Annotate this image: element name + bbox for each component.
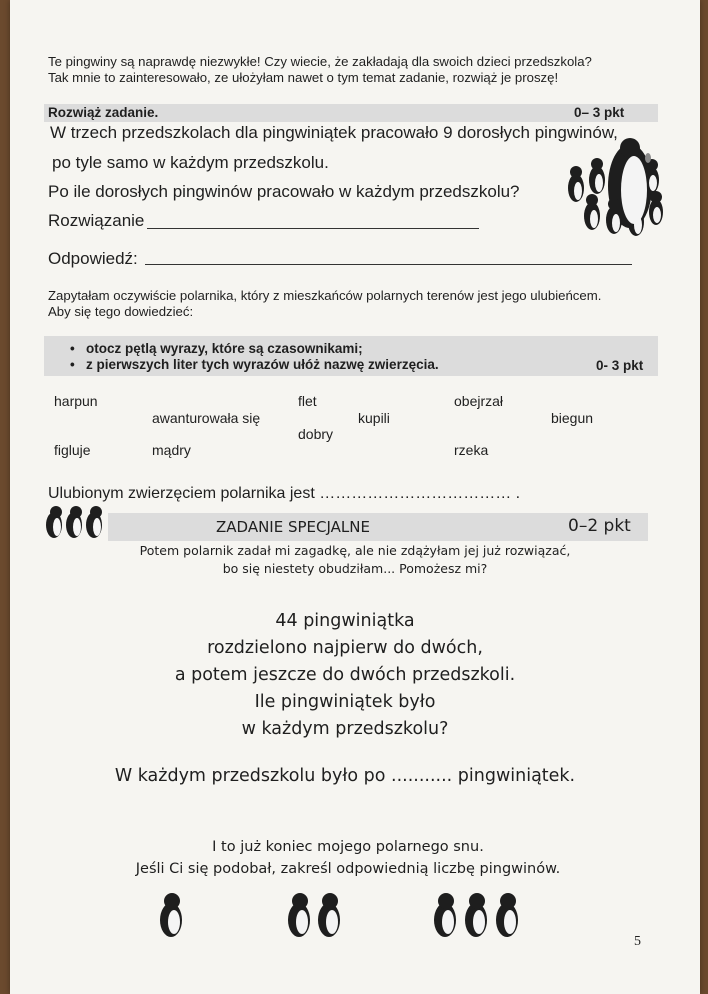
solution-line[interactable] xyxy=(147,228,479,229)
penguin-family-icon xyxy=(552,136,664,240)
intro-text xyxy=(48,54,668,86)
penguin-rating-two-icon[interactable] xyxy=(284,892,346,938)
task1-line-1: W trzech przedszkolach dla pingwiniątek pracowało 9 dorosłych pingwinów, xyxy=(50,123,618,142)
penguin-rating-three-icon[interactable] xyxy=(430,892,524,938)
solution-label: Rozwiązanie xyxy=(48,211,145,230)
riddle-line-2: rozdzielono najpierw do dwóch, xyxy=(207,638,483,658)
page-number: 5 xyxy=(634,934,641,949)
task1-points: 0– 3 pkt xyxy=(574,105,625,120)
riddle-line-5: w każdym przedszkolu? xyxy=(241,719,449,739)
penguin-rating-one-icon[interactable] xyxy=(154,892,188,938)
word-madry[interactable]: mądry xyxy=(152,442,191,458)
task2-points: 0- 3 pkt xyxy=(596,358,644,373)
word-kupili[interactable]: kupili xyxy=(358,410,390,426)
riddle-text xyxy=(10,608,680,743)
intro-line-1: Te pingwiny są naprawdę niezwykłe! Czy wiecie, że zakładają dla swoich dzieci przedszkola? xyxy=(48,54,592,69)
riddle-line-4: Ile pingwiniątek było xyxy=(254,692,436,712)
word-harpun[interactable]: harpun xyxy=(54,393,98,409)
riddle-line-3: a potem jeszcze do dwóch przedszkoli. xyxy=(174,665,516,685)
bullet-1: • otocz pętlą wyrazy, które są czasownikami; xyxy=(70,341,363,356)
task1-line-2: po tyle samo w każdym przedszkolu. xyxy=(52,153,329,172)
riddle-line-1: 44 pingwiniątka xyxy=(275,611,415,631)
bullet-2-text: z pierwszych liter tych wyrazów ułóż nazwę zwierzęcia. xyxy=(85,357,439,372)
task1-title: Rozwiąż zadanie. xyxy=(48,105,159,120)
word-biegun[interactable]: biegun xyxy=(551,410,594,426)
three-penguins-icon xyxy=(42,505,108,539)
special-header-band xyxy=(108,513,648,541)
word-figluje[interactable]: figluje xyxy=(54,442,91,458)
favorite-animal-line[interactable]: Ulubionym zwierzęciem polarnika jest ……………………………… . xyxy=(48,485,521,502)
word-flet[interactable]: flet xyxy=(298,393,317,409)
word-awanturowala-sie[interactable]: awanturowała się xyxy=(152,410,261,426)
riddle-answer-line[interactable]: W każdym przedszkolu było po ........... pingwiniątek. xyxy=(114,766,576,786)
closing-line-1: I to już koniec mojego polarnego snu. xyxy=(212,839,484,855)
word-rzeka[interactable]: rzeka xyxy=(454,442,489,458)
word-dobry[interactable]: dobry xyxy=(298,426,334,442)
task2-intro xyxy=(48,288,601,320)
task1-line-3: Po ile dorosłych pingwinów pracowało w każdym przedszkolu? xyxy=(48,182,520,201)
closing-text xyxy=(10,836,686,880)
special-intro xyxy=(10,542,700,578)
answer-label: Odpowiedź: xyxy=(48,249,138,268)
word-obejrzal[interactable]: obejrzał xyxy=(454,393,504,409)
answer-line[interactable] xyxy=(145,264,632,265)
special-intro-line-2: bo się niestety obudziłam... Pomożesz mi? xyxy=(222,561,488,576)
bullet-1-text: otocz pętlą wyrazy, które są czasownikami; xyxy=(85,341,363,356)
task2-intro-line-1: Zapytałam oczywiście polarnika, który z mieszkańców polarnych terenów jest jego ulubieńcem. xyxy=(48,288,602,303)
bullet-2: • z pierwszych liter tych wyrazów ułóż nazwę zwierzęcia. xyxy=(70,357,439,372)
intro-line-2: Tak mnie to zainteresowało, ze ułożyłam nawet o tym temat zadanie, rozwiąż je proszę! xyxy=(48,70,559,85)
closing-line-2: Jeśli Ci się podobał, zakreśl odpowiednią liczbę pingwinów. xyxy=(135,861,561,877)
special-title: ZADANIE SPECJALNE xyxy=(216,518,370,536)
special-intro-line-1: Potem polarnik zadał mi zagadkę, ale nie zdążyłam jej już rozwiązać, xyxy=(139,543,571,558)
task2-intro-line-2: Aby się tego dowiedzieć: xyxy=(48,304,194,319)
special-points: 0–2 pkt xyxy=(568,516,631,536)
worksheet-page xyxy=(10,0,700,994)
